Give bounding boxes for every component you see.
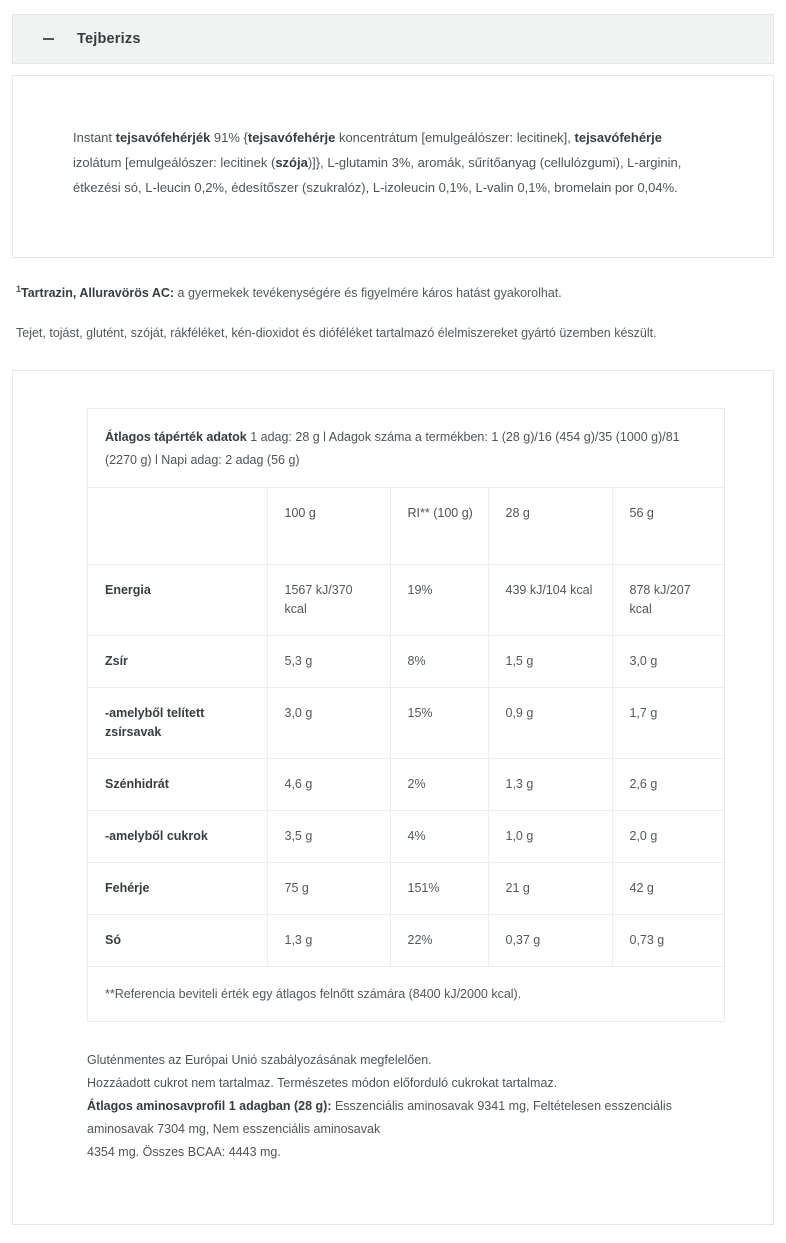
cell-r3-c3: 2,6 g: [612, 759, 724, 811]
table-row: [88, 811, 724, 863]
closing-text-block: [87, 1049, 737, 1164]
bcaa-line: 4354 mg. Összes BCAA: 4443 mg.: [87, 1145, 281, 1160]
table-row: [88, 688, 724, 759]
minus-icon[interactable]: [35, 38, 61, 40]
cell-r5-c0: 75 g: [267, 863, 390, 915]
amino-acid-profile-line: [87, 1095, 737, 1141]
amino-acid-profile-values: Esszenciális aminosavak 9341 mg, Feltételesen esszenciális aminosavak 7304 mg, Nem esszenciális aminosavak: [87, 1099, 672, 1137]
row-label: Szénhidrát: [88, 759, 267, 811]
footnote-marker: 1: [16, 284, 22, 294]
cell-r3-c0: 4,6 g: [267, 759, 390, 811]
table-header-row: [88, 488, 724, 565]
cell-r2-c1: 15%: [390, 688, 488, 759]
nutrition-footnote: **Referencia beviteli érték egy átlagos felnőtt számára (8400 kJ/2000 kcal).: [88, 966, 724, 1021]
cell-r4-c2: 1,0 g: [488, 811, 612, 863]
cell-r2-c3: 1,7 g: [612, 688, 724, 759]
cell-r2-c2: 0,9 g: [488, 688, 612, 759]
cell-r1-c1: 8%: [390, 636, 488, 688]
column-header-1: 100 g: [267, 488, 390, 565]
product-details-page: [0, 14, 786, 1225]
row-label: Zsír: [88, 636, 267, 688]
cell-r0-c1: 19%: [390, 565, 488, 636]
column-header-4: 56 g: [612, 488, 724, 565]
ingredient-segment-8: )]}, L-glutamin 3%, aromák, sűrítőanyag (cellulózgumi), L-arginin, étkezési só, L-leucin 0,2%, édesítőszer (szukralóz), L-izoleucin 0,1%, L-valin 0,1%, bromelain por 0,04%.: [73, 155, 682, 195]
column-header-3: 28 g: [488, 488, 612, 565]
ingredients-text: [73, 125, 713, 200]
ingredient-segment-2: 91% {: [210, 130, 248, 145]
row-label: Fehérje: [88, 863, 267, 915]
column-header-0: [88, 488, 267, 565]
ingredient-segment-3: tejsavófehérje: [247, 130, 336, 145]
cell-r6-c0: 1,3 g: [267, 915, 390, 967]
ingredients-panel: [12, 75, 774, 258]
nutrition-table: [88, 487, 724, 966]
cell-r6-c2: 0,37 g: [488, 915, 612, 967]
cell-r4-c0: 3,5 g: [267, 811, 390, 863]
cell-r4-c3: 2,0 g: [612, 811, 724, 863]
nutrition-table-body: [88, 565, 724, 967]
cell-r6-c1: 22%: [390, 915, 488, 967]
accordion-header-tejberizs[interactable]: [12, 14, 774, 64]
ingredient-segment-1: tejsavófehérjék: [115, 130, 211, 145]
row-label: Energia: [88, 565, 267, 636]
ingredient-segment-4: koncentrátum [emulgeálószer: lecitinek],: [335, 130, 575, 145]
ingredient-segment-7: szója: [275, 155, 308, 170]
additive-warning-note: [12, 279, 774, 303]
table-row: [88, 863, 724, 915]
row-label: -amelyből cukrok: [88, 811, 267, 863]
table-row: [88, 915, 724, 967]
cell-r5-c2: 21 g: [488, 863, 612, 915]
cell-r3-c1: 2%: [390, 759, 488, 811]
allergen-note: Tejet, tojást, glutént, szóját, rákféléket, kén-dioxidot és dióféléket tartalmazó élelmiszereket gyártó üzemben készült.: [16, 326, 657, 341]
nutrition-table-wrapper: [87, 408, 725, 1022]
additive-warning-label: Tartrazin, Alluravörös AC:: [21, 286, 175, 301]
cell-r1-c0: 5,3 g: [267, 636, 390, 688]
table-row: [88, 565, 724, 636]
nutrition-caption-title: Átlagos tápérték adatok: [105, 430, 247, 445]
nutrition-caption: [88, 409, 724, 487]
table-row: [88, 636, 724, 688]
cell-r1-c3: 3,0 g: [612, 636, 724, 688]
nutrition-table-head: [88, 488, 724, 565]
cell-r1-c2: 1,5 g: [488, 636, 612, 688]
ingredient-segment-6: izolátum [emulgeálószer: lecitinek (: [73, 155, 276, 170]
table-row: [88, 759, 724, 811]
cell-r2-c0: 3,0 g: [267, 688, 390, 759]
ingredient-segment-5: tejsavófehérje: [574, 130, 662, 145]
cell-r4-c1: 4%: [390, 811, 488, 863]
nutrition-caption-detail: 1 adag: 28 g l Adagok száma a termékben: 1 (28 g)/16 (454 g)/35 (1000 g)/81 (2270 g) l Napi adag: 2 adag (56 g): [105, 430, 680, 468]
no-added-sugar-line: Hozzáadott cukrot nem tartalmaz. Természetes módon előforduló cukrokat tartalmaz.: [87, 1076, 558, 1091]
cell-r0-c0: 1567 kJ/370 kcal: [267, 565, 390, 636]
ingredient-segment-0: Instant: [73, 130, 116, 145]
additive-warning-text: a gyermekek tevékenységére és figyelmére káros hatást gyakorolhat.: [174, 286, 562, 301]
accordion-title: Tejberizs: [77, 31, 141, 47]
gluten-free-line: Gluténmentes az Európai Unió szabályozásának megfelelően.: [87, 1053, 432, 1068]
row-label: Só: [88, 915, 267, 967]
cell-r5-c3: 42 g: [612, 863, 724, 915]
cell-r3-c2: 1,3 g: [488, 759, 612, 811]
nutrition-panel: [12, 370, 774, 1225]
row-label: -amelyből telített zsírsavak: [88, 688, 267, 759]
cell-r6-c3: 0,73 g: [612, 915, 724, 967]
cell-r0-c3: 878 kJ/207 kcal: [612, 565, 724, 636]
amino-acid-profile-label: Átlagos aminosavprofil 1 adagban (28 g):: [87, 1099, 332, 1114]
column-header-2: RI** (100 g): [390, 488, 488, 565]
cell-r0-c2: 439 kJ/104 kcal: [488, 565, 612, 636]
cell-r5-c1: 151%: [390, 863, 488, 915]
